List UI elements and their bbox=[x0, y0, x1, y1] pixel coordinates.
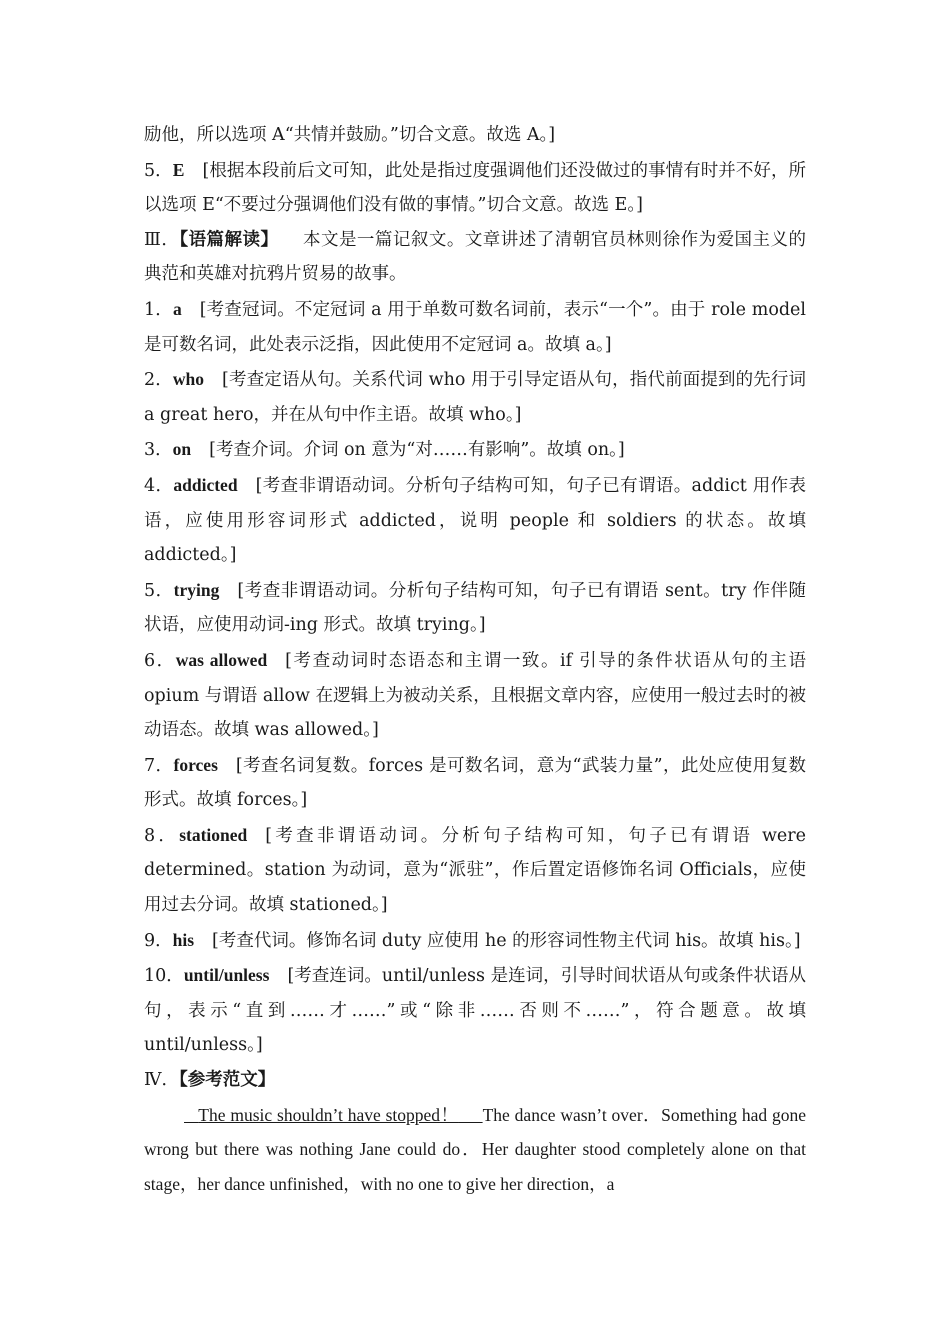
item-answer: E bbox=[172, 159, 185, 180]
grammar-item-5 bbox=[144, 573, 806, 643]
grammar-item-7 bbox=[144, 748, 806, 818]
section-4-model-essay-heading bbox=[144, 1063, 806, 1098]
item-answer: a bbox=[172, 298, 182, 319]
item-number: 6． bbox=[144, 650, 176, 671]
section-label: Ⅳ． bbox=[144, 1070, 179, 1091]
grammar-item-9 bbox=[144, 923, 806, 959]
item-explanation: [考查非谓语动词。分析句子结构可知，句子已有谓语 sent。try 作伴随状语，应使用动词-ing 形式。故填 trying。] bbox=[144, 580, 806, 636]
section-label: Ⅲ． bbox=[144, 229, 180, 250]
item-explanation: [根据本段前后文可知，此处是指过度强调他们还没做过的事情有时并不好，所以选项 E“不要过分强调他们没有做的事情。”切合文意。故选 E。] bbox=[144, 160, 807, 216]
grammar-item-1 bbox=[144, 292, 806, 362]
item-explanation: [考查动词时态语态和主谓一致。if 引导的条件状语从句的主语 opium 与谓语 allow 在逻辑上为被动关系，且根据文章内容，应使用一般过去时的被动语态。故填 was allowed。] bbox=[144, 650, 806, 741]
item-number: 7． bbox=[144, 755, 174, 776]
item-explanation: [考查介词。介词 on 意为“对……有影响”。故填 on。] bbox=[209, 440, 625, 461]
essay-body: The dance wasn’t over．Something had gone wrong but there was nothing Jane could do．Her daughter stood completely alone on that stage，her dance unfinished，with no one to give her direction，a bbox=[144, 1104, 806, 1194]
item-explanation: [考查非谓语动词。分析句子结构可知，句子已有谓语。addict 用作表语，应使用形容词形式 addicted，说明 people 和 soldiers 的状态。故填 addicted。] bbox=[144, 475, 806, 566]
item-number: 2． bbox=[144, 370, 173, 391]
item-number: 8． bbox=[144, 825, 180, 846]
item-answer: stationed bbox=[179, 824, 248, 845]
item-answer: trying bbox=[173, 579, 220, 600]
item-number: 5． bbox=[144, 160, 173, 181]
item-answer: was allowed bbox=[175, 649, 268, 670]
item-number: 3． bbox=[144, 440, 173, 461]
item-number: 9． bbox=[144, 930, 173, 951]
item-number: 10． bbox=[144, 966, 184, 987]
item-number: 5． bbox=[144, 580, 174, 601]
section-3-reading-analysis bbox=[144, 223, 806, 292]
section-summary: 本文是一篇记叙文。文章讲述了清朝官员林则徐作为爱国主义的典范和英雄对抗鸦片贸易的故事。 bbox=[144, 229, 806, 285]
item-answer: until/unless bbox=[183, 965, 270, 986]
item-explanation: [考查非谓语动词。分析句子结构可知，句子已有谓语 were determined。station 为动词，意为“派驻”，作后置定语修饰名词 Officials，应使用过去分词。故填 stationed。] bbox=[144, 825, 806, 916]
item-explanation: [考查连词。until/unless 是连词，引导时间状语从句或条件状语从句，表示“直到……才……”或“除非……否则不……”，符合题意。故填 until/unless。] bbox=[144, 966, 806, 1056]
answer-key-page bbox=[144, 118, 806, 1201]
grammar-item-3 bbox=[144, 432, 806, 468]
grammar-item-2 bbox=[144, 362, 806, 432]
essay-opening-line: The music shouldn’t have stopped！ bbox=[198, 1104, 459, 1125]
grammar-item-8 bbox=[144, 818, 806, 923]
item-explanation: [考查定语从句。关系代词 who 用于引导定语从句，指代前面提到的先行词 a great hero，并在从句中作主语。故填 who。] bbox=[144, 370, 806, 425]
section-heading: 【参考范文】 bbox=[178, 1070, 276, 1091]
item-answer: forces bbox=[173, 754, 218, 775]
item-answer: on bbox=[172, 439, 192, 460]
model-essay-paragraph bbox=[144, 1098, 806, 1202]
item-explanation: [考查代词。修饰名词 duty 应使用 he 的形容词性物主代词 his。故填 his。] bbox=[212, 930, 801, 951]
grammar-item-10 bbox=[144, 958, 806, 1063]
intro-line: 励他，所以选项 A“共情并鼓励。”切合文意。故选 A。] bbox=[144, 125, 556, 145]
item-answer: who bbox=[172, 369, 205, 390]
item-number: 1． bbox=[144, 299, 173, 320]
item-answer: his bbox=[172, 929, 195, 950]
item-explanation: [考查名词复数。forces 是可数名词，意为“武装力量”，此处应使用复数形式。故填 forces。] bbox=[144, 755, 806, 811]
grammar-item-6 bbox=[144, 643, 806, 748]
grammar-item-4 bbox=[144, 468, 806, 573]
item-number: 4． bbox=[144, 475, 174, 496]
item-explanation: [考查冠词。不定冠词 a 用于单数可数名词前，表示“一个”。由于 role model 是可数名词，此处表示泛指，因此使用不定冠词 a。故填 a。] bbox=[144, 299, 807, 355]
section-heading: 【语篇解读】 bbox=[179, 229, 279, 250]
item-answer: addicted bbox=[173, 474, 238, 495]
item-5-option-answer bbox=[144, 153, 806, 223]
